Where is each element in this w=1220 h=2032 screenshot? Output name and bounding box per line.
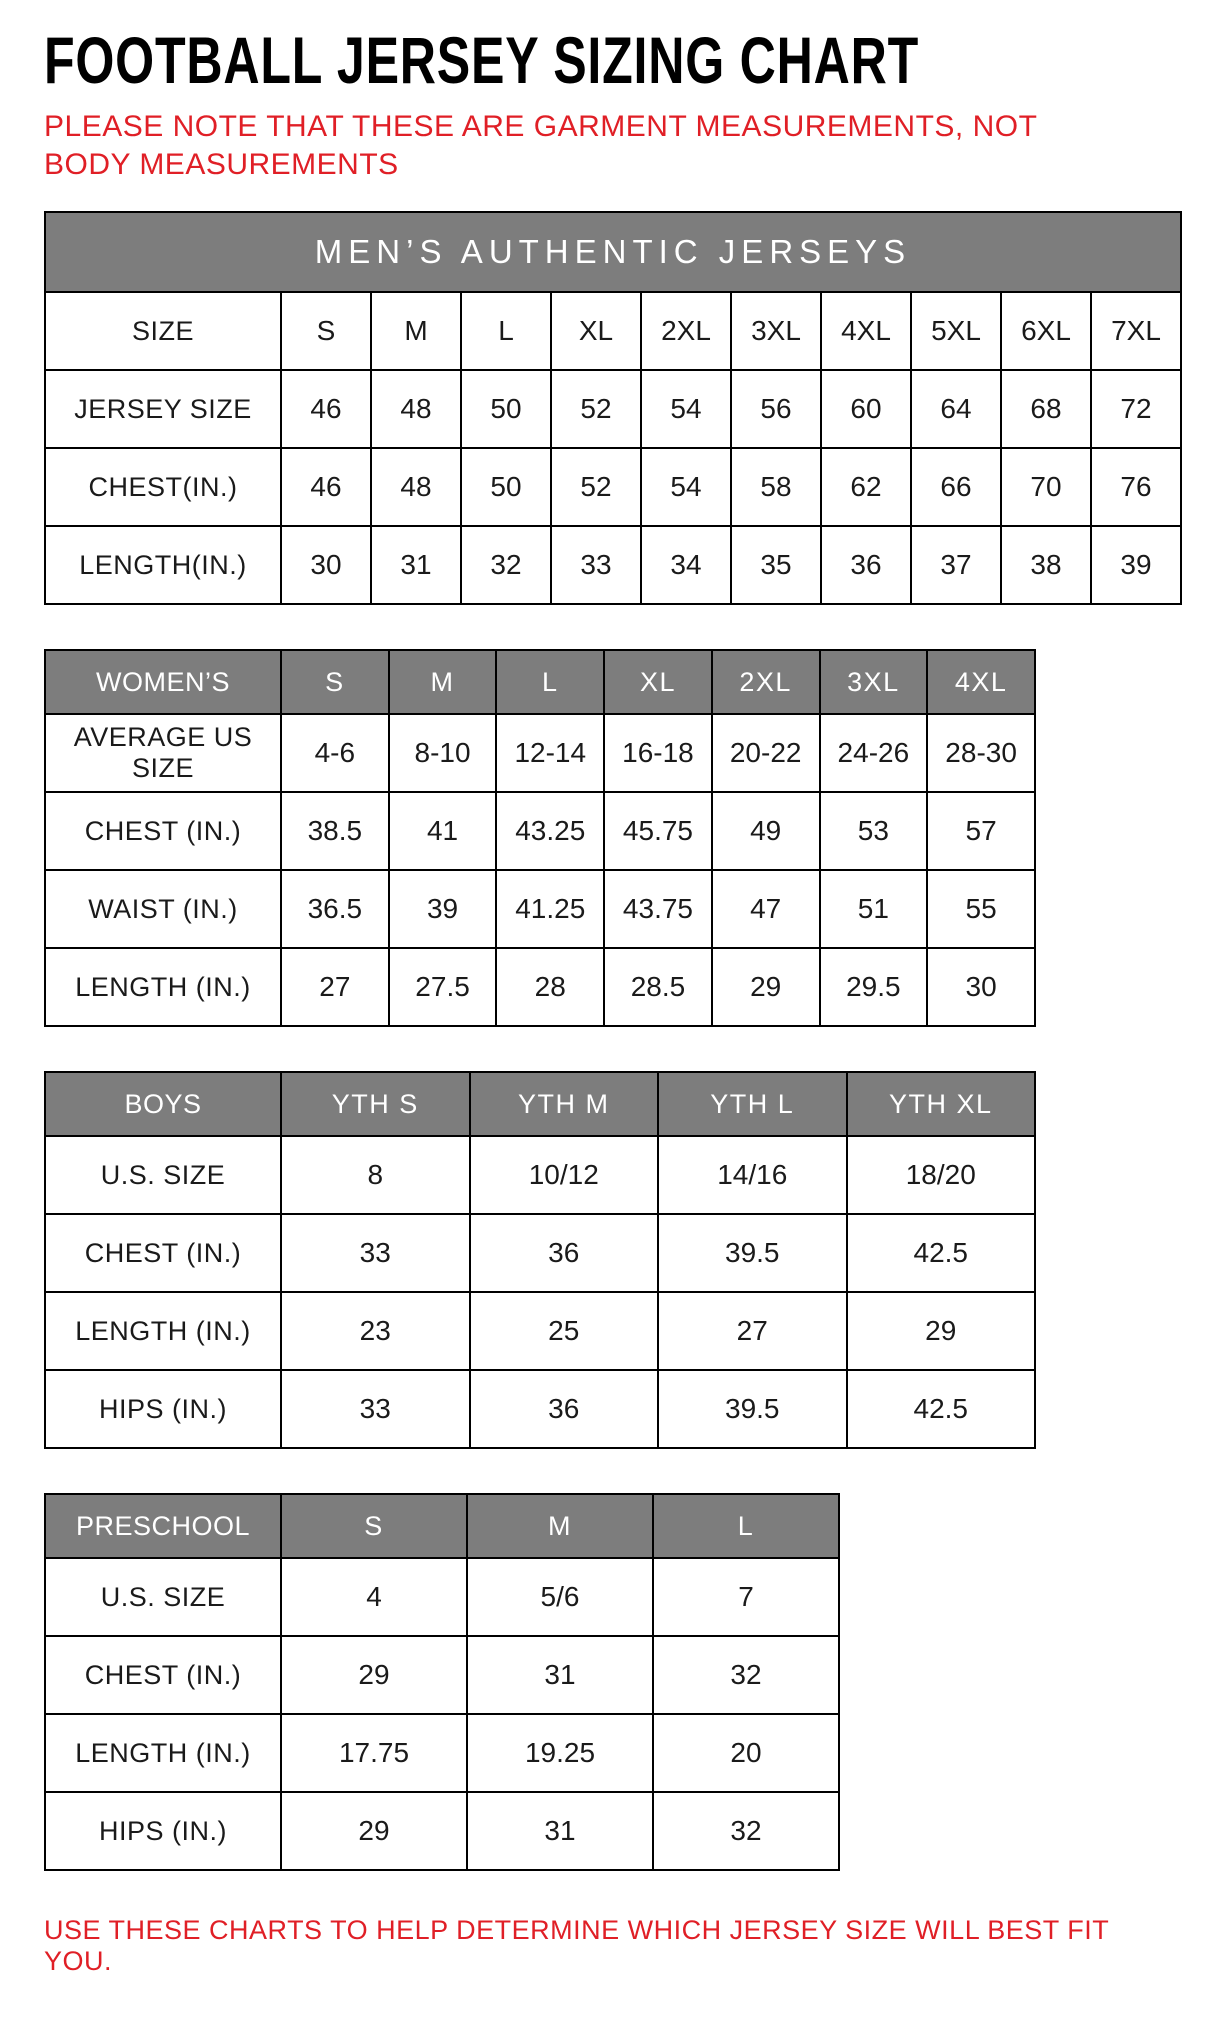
womens-value-cell: 29.5 — [820, 948, 928, 1026]
womens-value-cell: 28-30 — [927, 714, 1035, 792]
boys-size-column-header: YTH XL — [847, 1072, 1036, 1136]
preschool-data-row — [45, 1714, 839, 1792]
womens-jerseys-table — [44, 649, 1036, 1027]
womens-data-row — [45, 792, 1035, 870]
mens-row-label: LENGTH(IN.) — [45, 526, 281, 604]
boys-value-cell: 23 — [281, 1292, 470, 1370]
boys-header-row — [45, 1072, 1035, 1136]
womens-value-cell: 27 — [281, 948, 389, 1026]
mens-data-row — [45, 448, 1181, 526]
preschool-size-column-header: L — [653, 1494, 839, 1558]
preschool-row-label: LENGTH (IN.) — [45, 1714, 281, 1792]
womens-value-cell: 16-18 — [604, 714, 712, 792]
boys-value-cell: 27 — [658, 1292, 847, 1370]
boys-value-cell: 42.5 — [847, 1370, 1036, 1448]
womens-size-column-header: 4XL — [927, 650, 1035, 714]
mens-value-cell: 58 — [731, 448, 821, 526]
womens-value-cell: 41 — [389, 792, 497, 870]
womens-size-column-header: 3XL — [820, 650, 928, 714]
preschool-table-title: PRESCHOOL — [45, 1494, 281, 1558]
preschool-value-cell: 31 — [467, 1636, 653, 1714]
womens-value-cell: 49 — [712, 792, 820, 870]
mens-value-cell: 39 — [1091, 526, 1181, 604]
mens-value-cell: 56 — [731, 370, 821, 448]
boys-value-cell: 14/16 — [658, 1136, 847, 1214]
boys-row-label: CHEST (IN.) — [45, 1214, 281, 1292]
mens-value-cell: 54 — [641, 370, 731, 448]
womens-value-cell: 12-14 — [496, 714, 604, 792]
mens-value-cell: 60 — [821, 370, 911, 448]
preschool-data-row — [45, 1792, 839, 1870]
mens-value-cell: 46 — [281, 448, 371, 526]
boys-size-column-header: YTH S — [281, 1072, 470, 1136]
mens-authentic-jerseys-table — [44, 211, 1182, 605]
womens-value-cell: 57 — [927, 792, 1035, 870]
womens-data-row — [45, 870, 1035, 948]
garment-measurement-note: PLEASE NOTE THAT THESE ARE GARMENT MEASUREMENTS, NOT BODY MEASUREMENTS — [44, 110, 1037, 181]
mens-value-cell: 52 — [551, 448, 641, 526]
womens-size-column-header: L — [496, 650, 604, 714]
boys-data-row — [45, 1136, 1035, 1214]
mens-value-cell: 7XL — [1091, 292, 1181, 370]
boys-value-cell: 39.5 — [658, 1370, 847, 1448]
womens-value-cell: 51 — [820, 870, 928, 948]
mens-value-cell: 4XL — [821, 292, 911, 370]
womens-value-cell: 27.5 — [389, 948, 497, 1026]
boys-value-cell: 39.5 — [658, 1214, 847, 1292]
mens-value-cell: 35 — [731, 526, 821, 604]
boys-data-row — [45, 1214, 1035, 1292]
mens-value-cell: 32 — [461, 526, 551, 604]
preschool-data-row — [45, 1636, 839, 1714]
mens-value-cell: 2XL — [641, 292, 731, 370]
mens-value-cell: 37 — [911, 526, 1001, 604]
boys-jerseys-table — [44, 1071, 1036, 1449]
boys-value-cell: 36 — [470, 1370, 659, 1448]
preschool-value-cell: 29 — [281, 1792, 467, 1870]
womens-value-cell: 29 — [712, 948, 820, 1026]
womens-size-column-header: M — [389, 650, 497, 714]
boys-size-column-header: YTH L — [658, 1072, 847, 1136]
boys-value-cell: 36 — [470, 1214, 659, 1292]
womens-size-column-header: S — [281, 650, 389, 714]
womens-row-label: LENGTH (IN.) — [45, 948, 281, 1026]
mens-value-cell: 31 — [371, 526, 461, 604]
mens-value-cell: XL — [551, 292, 641, 370]
mens-value-cell: 5XL — [911, 292, 1001, 370]
womens-header-row — [45, 650, 1035, 714]
mens-data-row — [45, 370, 1181, 448]
preschool-value-cell: 17.75 — [281, 1714, 467, 1792]
womens-value-cell: 30 — [927, 948, 1035, 1026]
preschool-value-cell: 29 — [281, 1636, 467, 1714]
mens-value-cell: 48 — [371, 370, 461, 448]
mens-value-cell: 72 — [1091, 370, 1181, 448]
mens-value-cell: 50 — [461, 370, 551, 448]
womens-value-cell: 41.25 — [496, 870, 604, 948]
mens-value-cell: 68 — [1001, 370, 1091, 448]
mens-value-cell: 52 — [551, 370, 641, 448]
mens-row-label: JERSEY SIZE — [45, 370, 281, 448]
preschool-row-label: U.S. SIZE — [45, 1558, 281, 1636]
mens-value-cell: M — [371, 292, 461, 370]
boys-table-title: BOYS — [45, 1072, 281, 1136]
womens-value-cell: 24-26 — [820, 714, 928, 792]
womens-row-label: CHEST (IN.) — [45, 792, 281, 870]
boys-row-label: HIPS (IN.) — [45, 1370, 281, 1448]
mens-value-cell: 54 — [641, 448, 731, 526]
preschool-size-column-header: S — [281, 1494, 467, 1558]
womens-value-cell: 47 — [712, 870, 820, 948]
preschool-header-row — [45, 1494, 839, 1558]
preschool-value-cell: 20 — [653, 1714, 839, 1792]
preschool-value-cell: 31 — [467, 1792, 653, 1870]
womens-row-label: WAIST (IN.) — [45, 870, 281, 948]
mens-value-cell: 62 — [821, 448, 911, 526]
preschool-value-cell: 5/6 — [467, 1558, 653, 1636]
womens-value-cell: 53 — [820, 792, 928, 870]
mens-value-cell: 36 — [821, 526, 911, 604]
mens-data-row — [45, 526, 1181, 604]
boys-data-row — [45, 1292, 1035, 1370]
womens-value-cell: 8-10 — [389, 714, 497, 792]
womens-value-cell: 45.75 — [604, 792, 712, 870]
womens-value-cell: 43.75 — [604, 870, 712, 948]
womens-value-cell: 28.5 — [604, 948, 712, 1026]
boys-value-cell: 25 — [470, 1292, 659, 1370]
womens-value-cell: 28 — [496, 948, 604, 1026]
mens-value-cell: S — [281, 292, 371, 370]
boys-size-column-header: YTH M — [470, 1072, 659, 1136]
boys-value-cell: 33 — [281, 1370, 470, 1448]
preschool-value-cell: 19.25 — [467, 1714, 653, 1792]
mens-value-cell: 38 — [1001, 526, 1091, 604]
womens-size-column-header: 2XL — [712, 650, 820, 714]
mens-row-label: SIZE — [45, 292, 281, 370]
mens-value-cell: 64 — [911, 370, 1001, 448]
boys-value-cell: 42.5 — [847, 1214, 1036, 1292]
womens-table-title: WOMEN’S — [45, 650, 281, 714]
mens-row-label: CHEST(IN.) — [45, 448, 281, 526]
mens-value-cell: 66 — [911, 448, 1001, 526]
boys-value-cell: 18/20 — [847, 1136, 1036, 1214]
mens-value-cell: 76 — [1091, 448, 1181, 526]
womens-data-row — [45, 948, 1035, 1026]
preschool-value-cell: 7 — [653, 1558, 839, 1636]
preschool-row-label: HIPS (IN.) — [45, 1792, 281, 1870]
preschool-size-column-header: M — [467, 1494, 653, 1558]
womens-row-label: AVERAGE US SIZE — [45, 714, 281, 792]
womens-value-cell: 4-6 — [281, 714, 389, 792]
preschool-data-row — [45, 1558, 839, 1636]
boys-row-label: U.S. SIZE — [45, 1136, 281, 1214]
mens-value-cell: 70 — [1001, 448, 1091, 526]
boys-value-cell: 8 — [281, 1136, 470, 1214]
boys-data-row — [45, 1370, 1035, 1448]
mens-value-cell: 46 — [281, 370, 371, 448]
womens-value-cell: 39 — [389, 870, 497, 948]
boys-row-label: LENGTH (IN.) — [45, 1292, 281, 1370]
mens-value-cell: 33 — [551, 526, 641, 604]
page-title: FOOTBALL JERSEY SIZING CHART — [44, 23, 920, 97]
mens-table-banner: MEN’S AUTHENTIC JERSEYS — [45, 212, 1181, 292]
boys-value-cell: 10/12 — [470, 1136, 659, 1214]
preschool-row-label: CHEST (IN.) — [45, 1636, 281, 1714]
mens-value-cell: 6XL — [1001, 292, 1091, 370]
womens-size-column-header: XL — [604, 650, 712, 714]
mens-value-cell: 50 — [461, 448, 551, 526]
mens-value-cell: 30 — [281, 526, 371, 604]
mens-data-row — [45, 292, 1181, 370]
preschool-value-cell: 4 — [281, 1558, 467, 1636]
preschool-value-cell: 32 — [653, 1792, 839, 1870]
womens-value-cell: 38.5 — [281, 792, 389, 870]
fit-advice-note: USE THESE CHARTS TO HELP DETERMINE WHICH JERSEY SIZE WILL BEST FIT YOU. — [44, 1915, 1109, 1976]
boys-value-cell: 33 — [281, 1214, 470, 1292]
mens-value-cell: 3XL — [731, 292, 821, 370]
womens-data-row — [45, 714, 1035, 792]
womens-value-cell: 55 — [927, 870, 1035, 948]
preschool-jerseys-table — [44, 1493, 840, 1871]
boys-value-cell: 29 — [847, 1292, 1036, 1370]
womens-value-cell: 20-22 — [712, 714, 820, 792]
preschool-value-cell: 32 — [653, 1636, 839, 1714]
mens-value-cell: 48 — [371, 448, 461, 526]
mens-value-cell: L — [461, 292, 551, 370]
mens-banner-row — [45, 212, 1181, 292]
womens-value-cell: 43.25 — [496, 792, 604, 870]
womens-value-cell: 36.5 — [281, 870, 389, 948]
mens-value-cell: 34 — [641, 526, 731, 604]
